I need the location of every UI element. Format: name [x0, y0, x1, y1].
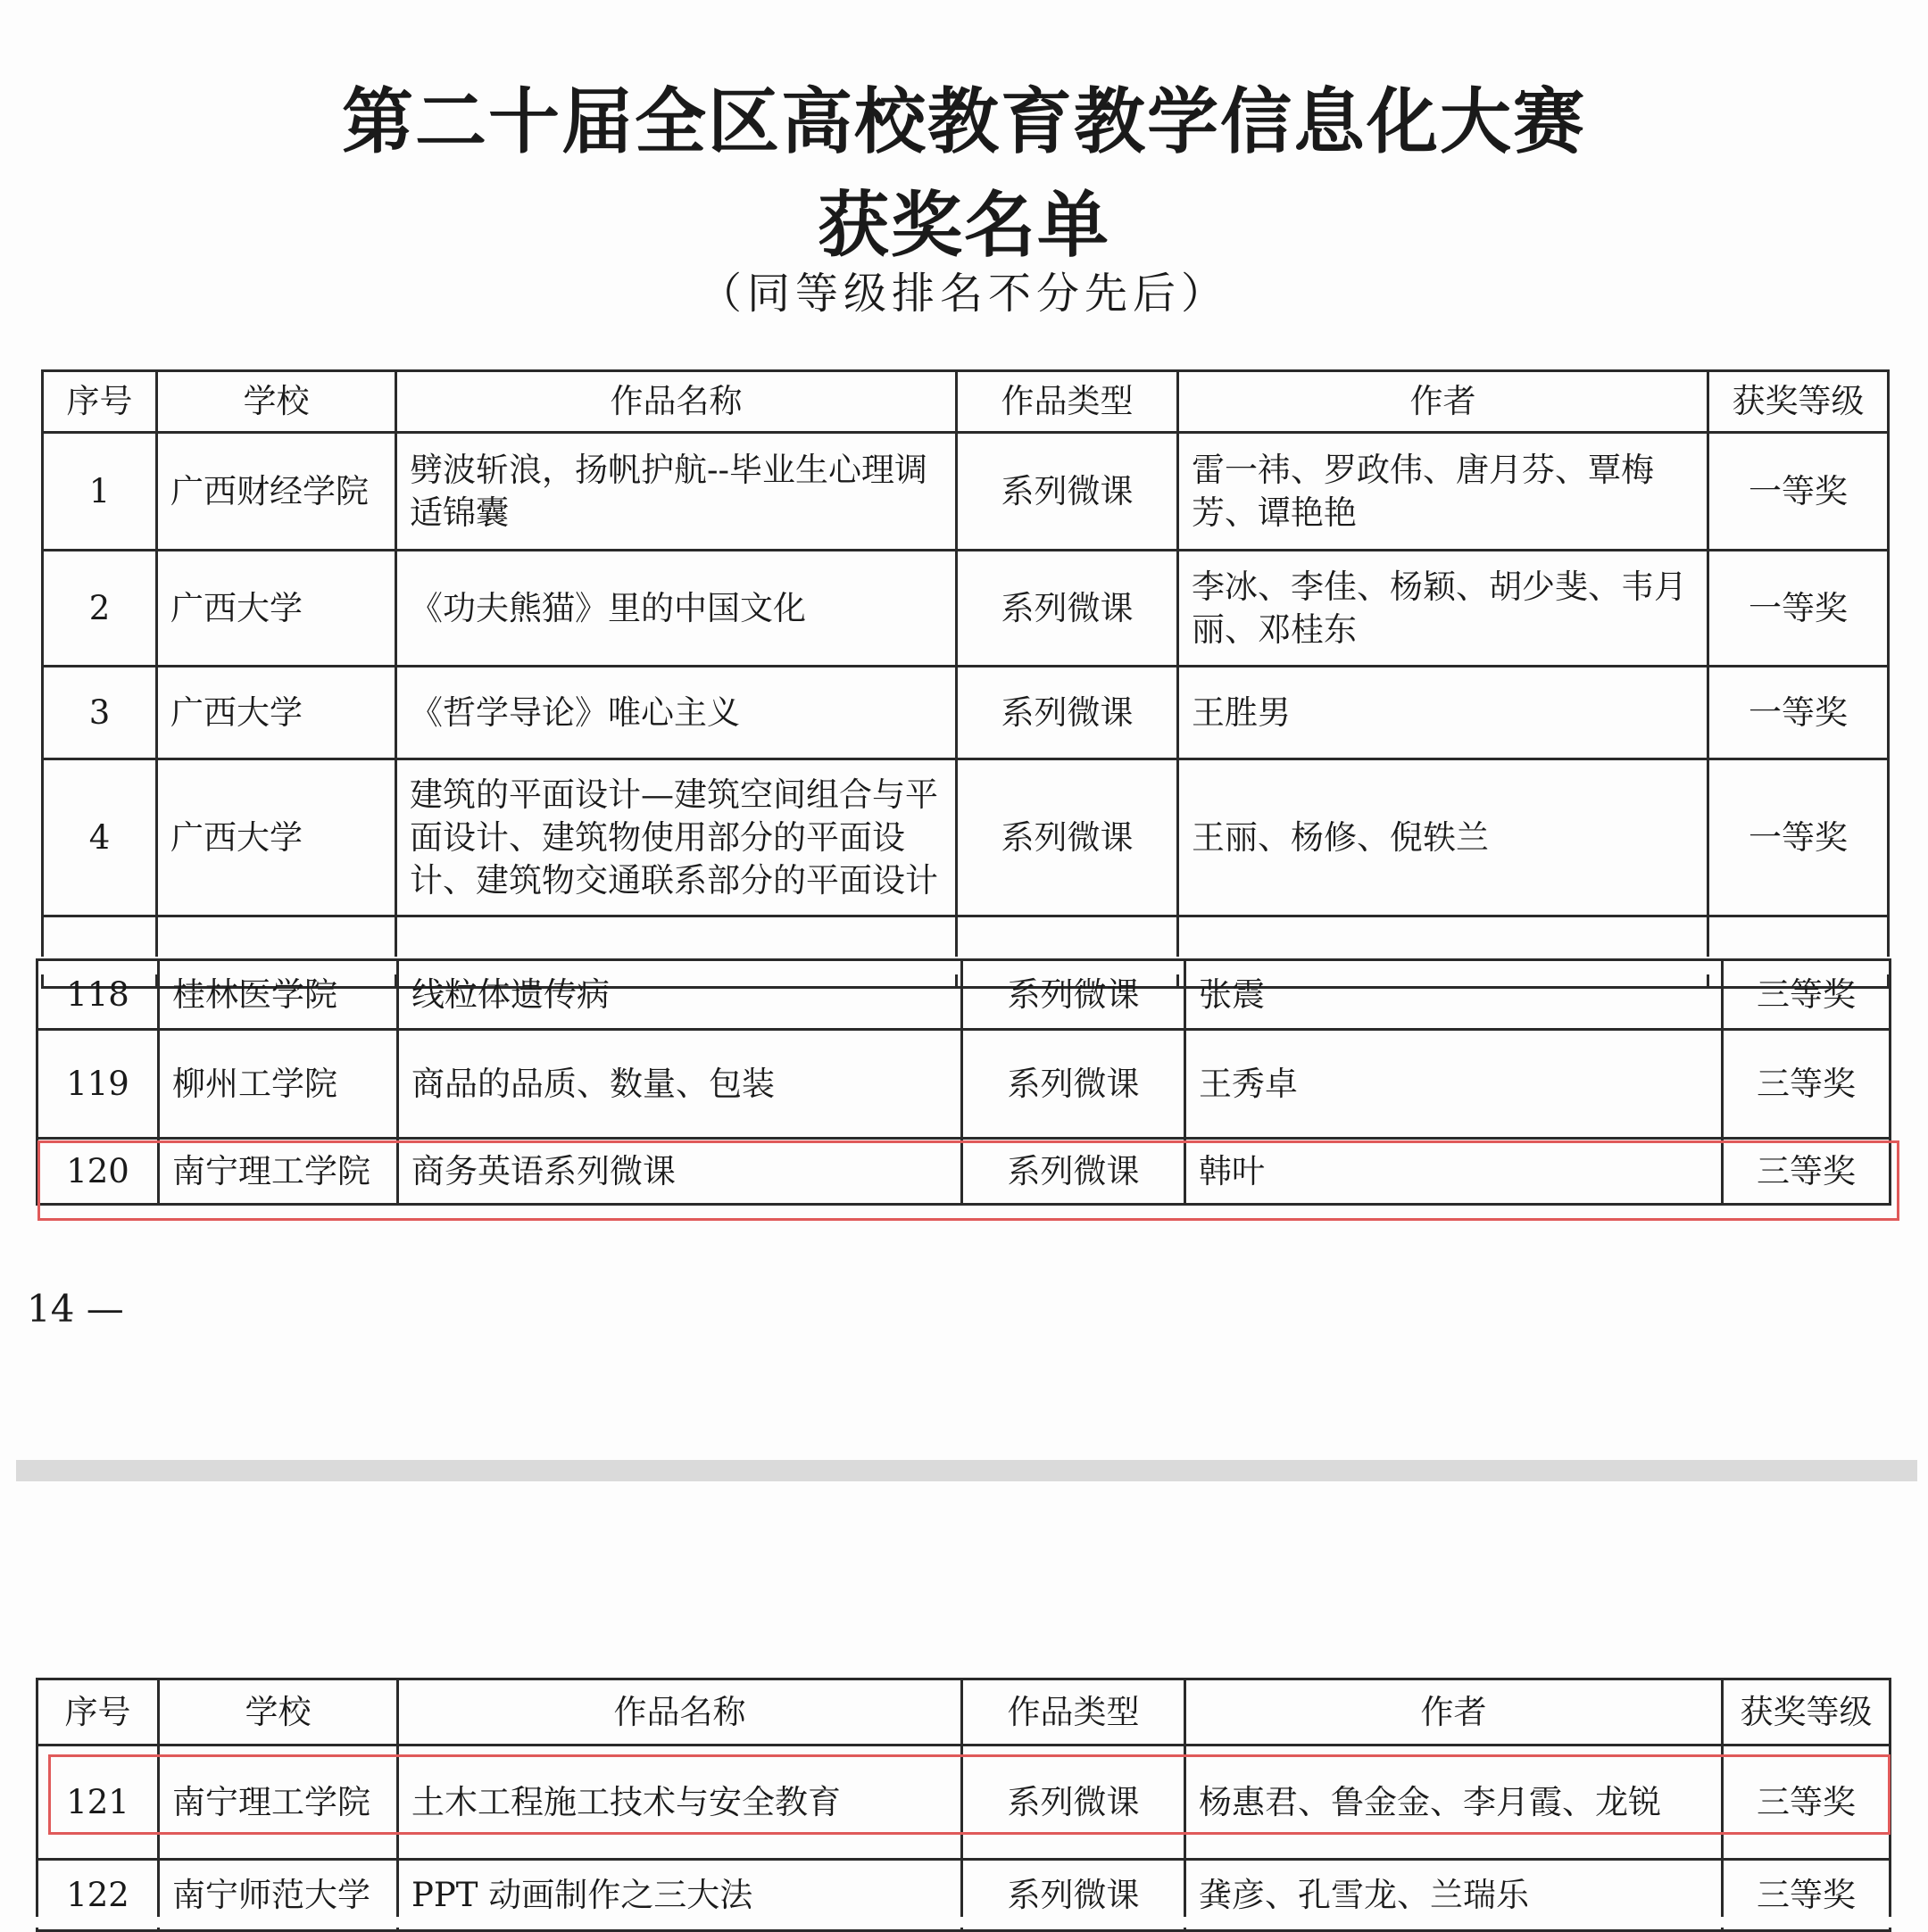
cell-authors: 王胜男 [1178, 667, 1708, 759]
cell-no: 1 [43, 433, 157, 551]
table-row-highlighted [37, 1139, 1891, 1205]
cell-type: 系列微课 [962, 960, 1185, 1030]
cell-award: 三等奖 [1723, 1745, 1891, 1860]
cell-no: 122 [37, 1860, 159, 1931]
cell-award: 三等奖 [1723, 1860, 1891, 1931]
document-title: 第二十届全区高校教育教学信息化大赛 [342, 79, 1586, 163]
cell-school: 南宁理工学院 [159, 1745, 398, 1860]
table-row [37, 960, 1891, 1030]
header-cell: 序号 [43, 371, 157, 433]
cell-school: 广西大学 [157, 667, 396, 759]
cell-work: 《哲学导论》唯心主义 [396, 667, 957, 759]
header-cell: 学校 [159, 1679, 398, 1745]
cell-award: 三等奖 [1723, 1030, 1891, 1139]
cell-authors: 杨惠君、鲁金金、李月霞、龙锐 [1185, 1745, 1723, 1860]
cell-work: 商务英语系列微课 [398, 1139, 962, 1205]
cell-no: 4 [43, 759, 157, 916]
cell-work: 线粒体遗传病 [398, 960, 962, 1030]
cell-award: 一等奖 [1708, 667, 1889, 759]
cell-school: 广西大学 [157, 551, 396, 667]
header-cell: 作品类型 [962, 1679, 1185, 1745]
award-table-top [41, 369, 1890, 989]
header-cell: 作品名称 [398, 1679, 962, 1745]
header-cell: 获奖等级 [1708, 371, 1889, 433]
cell-school: 广西大学 [157, 759, 396, 916]
table-row [43, 667, 1889, 759]
cell-work: 《功夫熊猫》里的中国文化 [396, 551, 957, 667]
cell-type: 系列微课 [962, 1030, 1185, 1139]
cell-type: 系列微课 [957, 433, 1178, 551]
header-cell: 获奖等级 [1723, 1679, 1891, 1745]
cell-authors: 李冰、李佳、杨颖、胡少斐、韦月丽、邓桂东 [1178, 551, 1708, 667]
cell-no: 120 [37, 1139, 159, 1205]
document-subtitle: 获奖名单 [818, 183, 1110, 267]
header-cell: 作品类型 [957, 371, 1178, 433]
award-table-bottom [36, 1678, 1891, 1932]
cell-school: 南宁理工学院 [159, 1139, 398, 1205]
page-number: 14 — [27, 1287, 124, 1331]
page-separator [16, 1460, 1917, 1481]
screenshot-bottom-cut [0, 1917, 1928, 1928]
cell-work: 土木工程施工技术与安全教育 [398, 1745, 962, 1860]
table-row [37, 1030, 1891, 1139]
cell-award: 三等奖 [1723, 1139, 1891, 1205]
cell-work: 商品的品质、数量、包装 [398, 1030, 962, 1139]
cell-no: 3 [43, 667, 157, 759]
cell-authors: 龚彦、孔雪龙、兰瑞乐 [1185, 1860, 1723, 1931]
cell-award: 一等奖 [1708, 759, 1889, 916]
cell-work: 劈波斩浪，扬帆护航--毕业生心理调适锦囊 [396, 433, 957, 551]
table-header-row [37, 1679, 1891, 1745]
cell-school: 南宁师范大学 [159, 1860, 398, 1931]
cell-school: 桂林医学院 [159, 960, 398, 1030]
cell-authors: 王丽、杨修、倪轶兰 [1178, 759, 1708, 916]
cell-no: 119 [37, 1030, 159, 1139]
cell-type: 系列微课 [962, 1139, 1185, 1205]
award-table-middle [36, 958, 1891, 1206]
cell-no: 2 [43, 551, 157, 667]
table-row-highlighted [37, 1745, 1891, 1860]
cell-type: 系列微课 [962, 1745, 1185, 1860]
cell-no: 121 [37, 1745, 159, 1860]
ranking-note: （同等级排名不分先后） [698, 269, 1229, 319]
cell-type: 系列微课 [957, 551, 1178, 667]
table-header-row [43, 371, 1889, 433]
header-cell: 序号 [37, 1679, 159, 1745]
table-row [43, 551, 1889, 667]
cell-school: 广西财经学院 [157, 433, 396, 551]
cell-school: 柳州工学院 [159, 1030, 398, 1139]
cell-award: 一等奖 [1708, 551, 1889, 667]
cell-award: 一等奖 [1708, 433, 1889, 551]
cell-award: 三等奖 [1723, 960, 1891, 1030]
cell-work: PPT 动画制作之三大法 [398, 1860, 962, 1931]
cell-no: 118 [37, 960, 159, 1030]
cell-authors: 王秀卓 [1185, 1030, 1723, 1139]
cell-type: 系列微课 [962, 1860, 1185, 1931]
table-row [43, 759, 1889, 916]
header-cell: 学校 [157, 371, 396, 433]
table-row [43, 433, 1889, 551]
cell-authors: 张震 [1185, 960, 1723, 1030]
cell-authors: 雷一祎、罗政伟、唐月芬、覃梅芳、谭艳艳 [1178, 433, 1708, 551]
cell-authors: 韩叶 [1185, 1139, 1723, 1205]
header-cell: 作者 [1178, 371, 1708, 433]
cell-work: 建筑的平面设计—建筑空间组合与平面设计、建筑物使用部分的平面设计、建筑物交通联系部分的平面设计 [396, 759, 957, 916]
cell-type: 系列微课 [957, 667, 1178, 759]
header-cell: 作品名称 [396, 371, 957, 433]
cell-type: 系列微课 [957, 759, 1178, 916]
header-cell: 作者 [1185, 1679, 1723, 1745]
